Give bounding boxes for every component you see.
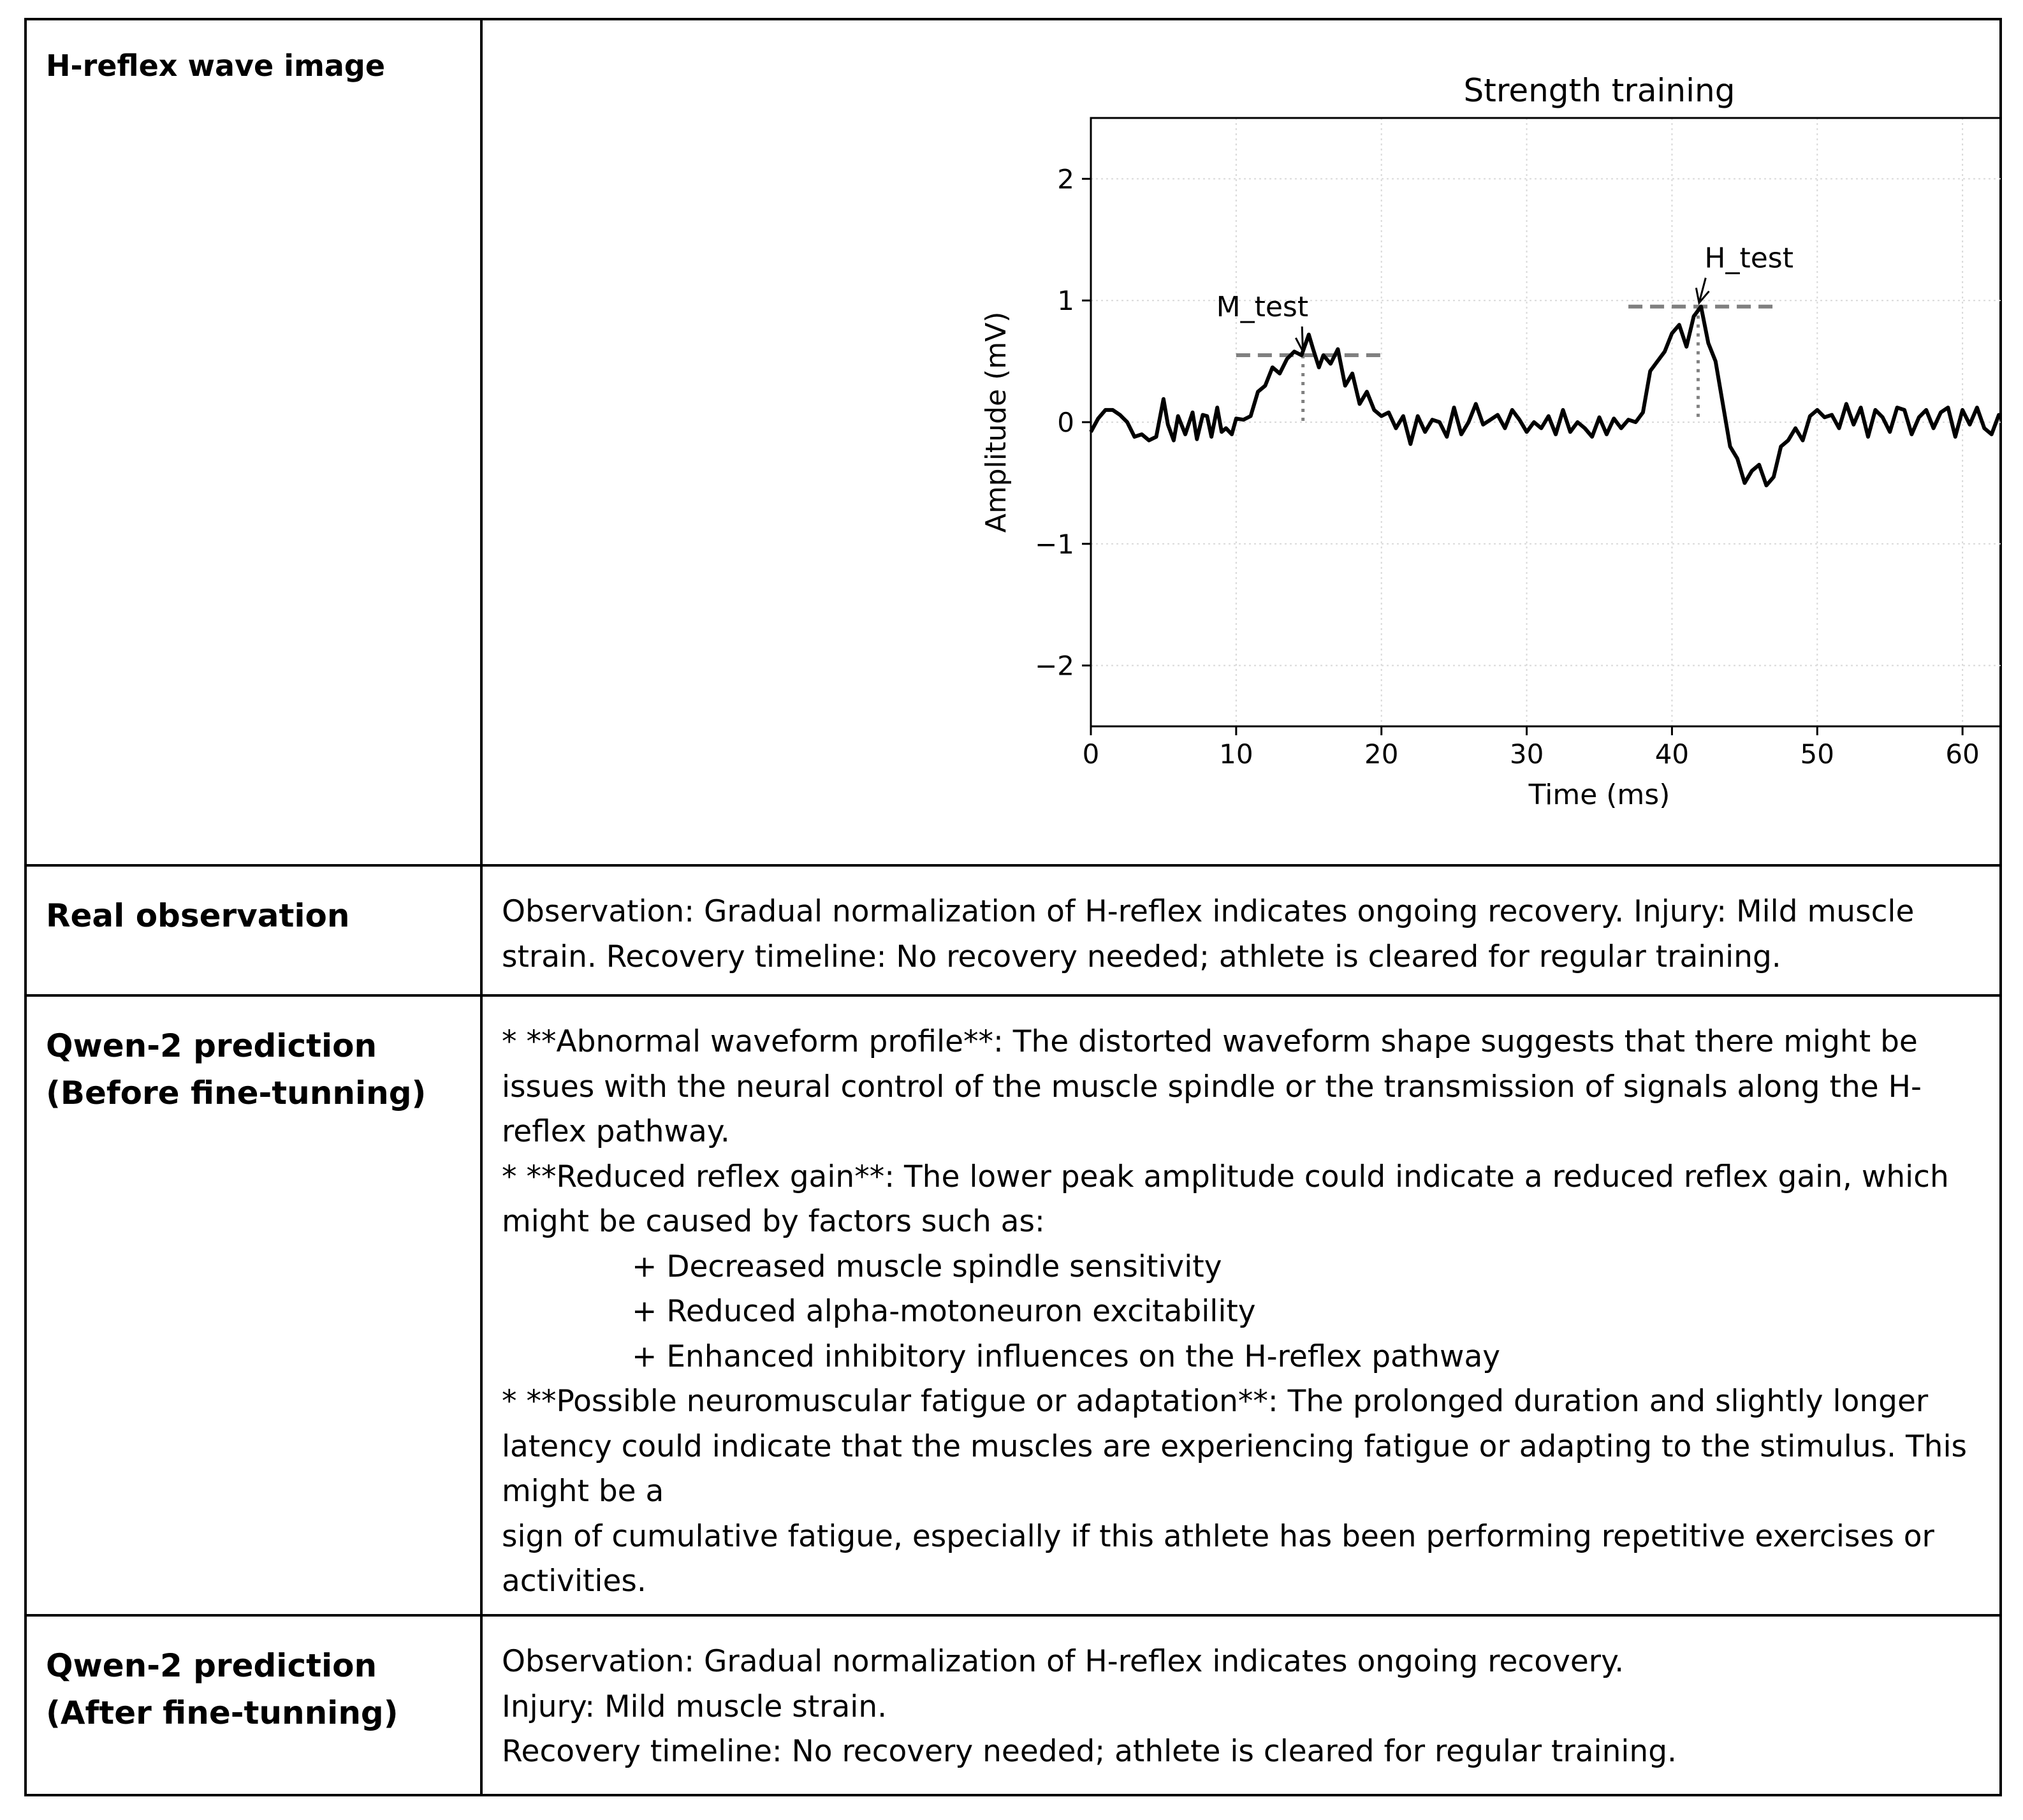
chart-cell (481, 19, 2001, 865)
y-tick-label: 1 (1057, 285, 1074, 317)
y-tick-label: −2 (1035, 650, 1074, 682)
prediction-subitem: + Reduced alpha-motoneuron excitability (632, 1294, 1256, 1329)
row-label-sub: (After fine-tunning) (46, 1694, 398, 1731)
prediction-line: Injury: Mild muscle strain. (502, 1689, 887, 1724)
prediction-line: Observation: Gradual normalization of H-reflex indicates ongoing recovery. (502, 1644, 1625, 1679)
row-label-cell (26, 865, 481, 995)
table-row (26, 19, 2001, 865)
table-row (26, 1615, 2001, 1795)
annotation-label: H_test (1704, 242, 1793, 275)
prediction-line: * **Abnormal waveform profile**: The distorted waveform shape suggests that there might be issues with the neural control of the muscle spindle or the transmission of signals along the H-reflex pathway. (502, 1024, 1922, 1149)
x-axis-label: Time (ms) (1528, 779, 1670, 811)
prediction-line: sign of cumulative fatigue, especially if this athlete has been performing repetitive exercises or activities. (502, 1518, 1934, 1599)
annotation-arrow (1302, 327, 1303, 351)
annotation-label: M_test (1216, 291, 1309, 324)
row-label: Qwen-2 prediction (46, 1027, 377, 1064)
real-observation-text: Observation: Gradual normalization of H-reflex indicates ongoing recovery. Injury: Mild muscle strain. Recovery timeline: No recovery needed; athlete is cleared for regular training. (481, 865, 2001, 995)
results-table (24, 18, 2002, 1796)
row-label-cell (26, 19, 481, 865)
row-label-cell (26, 995, 481, 1615)
h-reflex-chart (483, 20, 2002, 867)
x-tick-label: 10 (1219, 738, 1253, 770)
row-label: Qwen-2 prediction (46, 1647, 377, 1684)
before-finetune-text (481, 995, 2001, 1615)
x-tick-label: 50 (1800, 738, 1835, 770)
table-row (26, 865, 2001, 995)
x-tick-label: 20 (1364, 738, 1399, 770)
row-label: Real observation (46, 897, 350, 934)
row-label-cell (26, 1615, 481, 1795)
row-label: H-reflex wave image (46, 48, 386, 83)
table-row (26, 995, 2001, 1615)
prediction-subitem: + Decreased muscle spindle sensitivity (632, 1249, 1222, 1284)
h-reflex-series-line (1091, 307, 2002, 486)
chart-title: Strength training (1463, 72, 1735, 109)
row-label-sub: (Before fine-tunning) (46, 1075, 427, 1112)
y-tick-label: 0 (1057, 407, 1074, 438)
x-tick-label: 30 (1509, 738, 1544, 770)
x-tick-label: 0 (1082, 738, 1100, 770)
after-finetune-text (481, 1615, 2001, 1795)
prediction-subitem: + Enhanced inhibitory influences on the H-reflex pathway (632, 1339, 1501, 1374)
x-tick-label: 40 (1654, 738, 1690, 770)
y-tick-label: 2 (1057, 163, 1074, 195)
y-axis-label: Amplitude (mV) (980, 311, 1012, 533)
prediction-line: * **Possible neuromuscular fatigue or adaptation**: The prolonged duration and slightly longer latency could indicate that the muscles are experiencing fatigue or adapting to the stimulus. This might be a (502, 1384, 1968, 1509)
prediction-line: Recovery timeline: No recovery needed; athlete is cleared for regular training. (502, 1734, 1677, 1769)
y-tick-label: −1 (1035, 528, 1074, 560)
x-tick-label: 60 (1945, 738, 1980, 770)
prediction-line: * **Reduced reflex gain**: The lower peak amplitude could indicate a reduced reflex gain, which might be caused by factors such as: (502, 1159, 1949, 1239)
